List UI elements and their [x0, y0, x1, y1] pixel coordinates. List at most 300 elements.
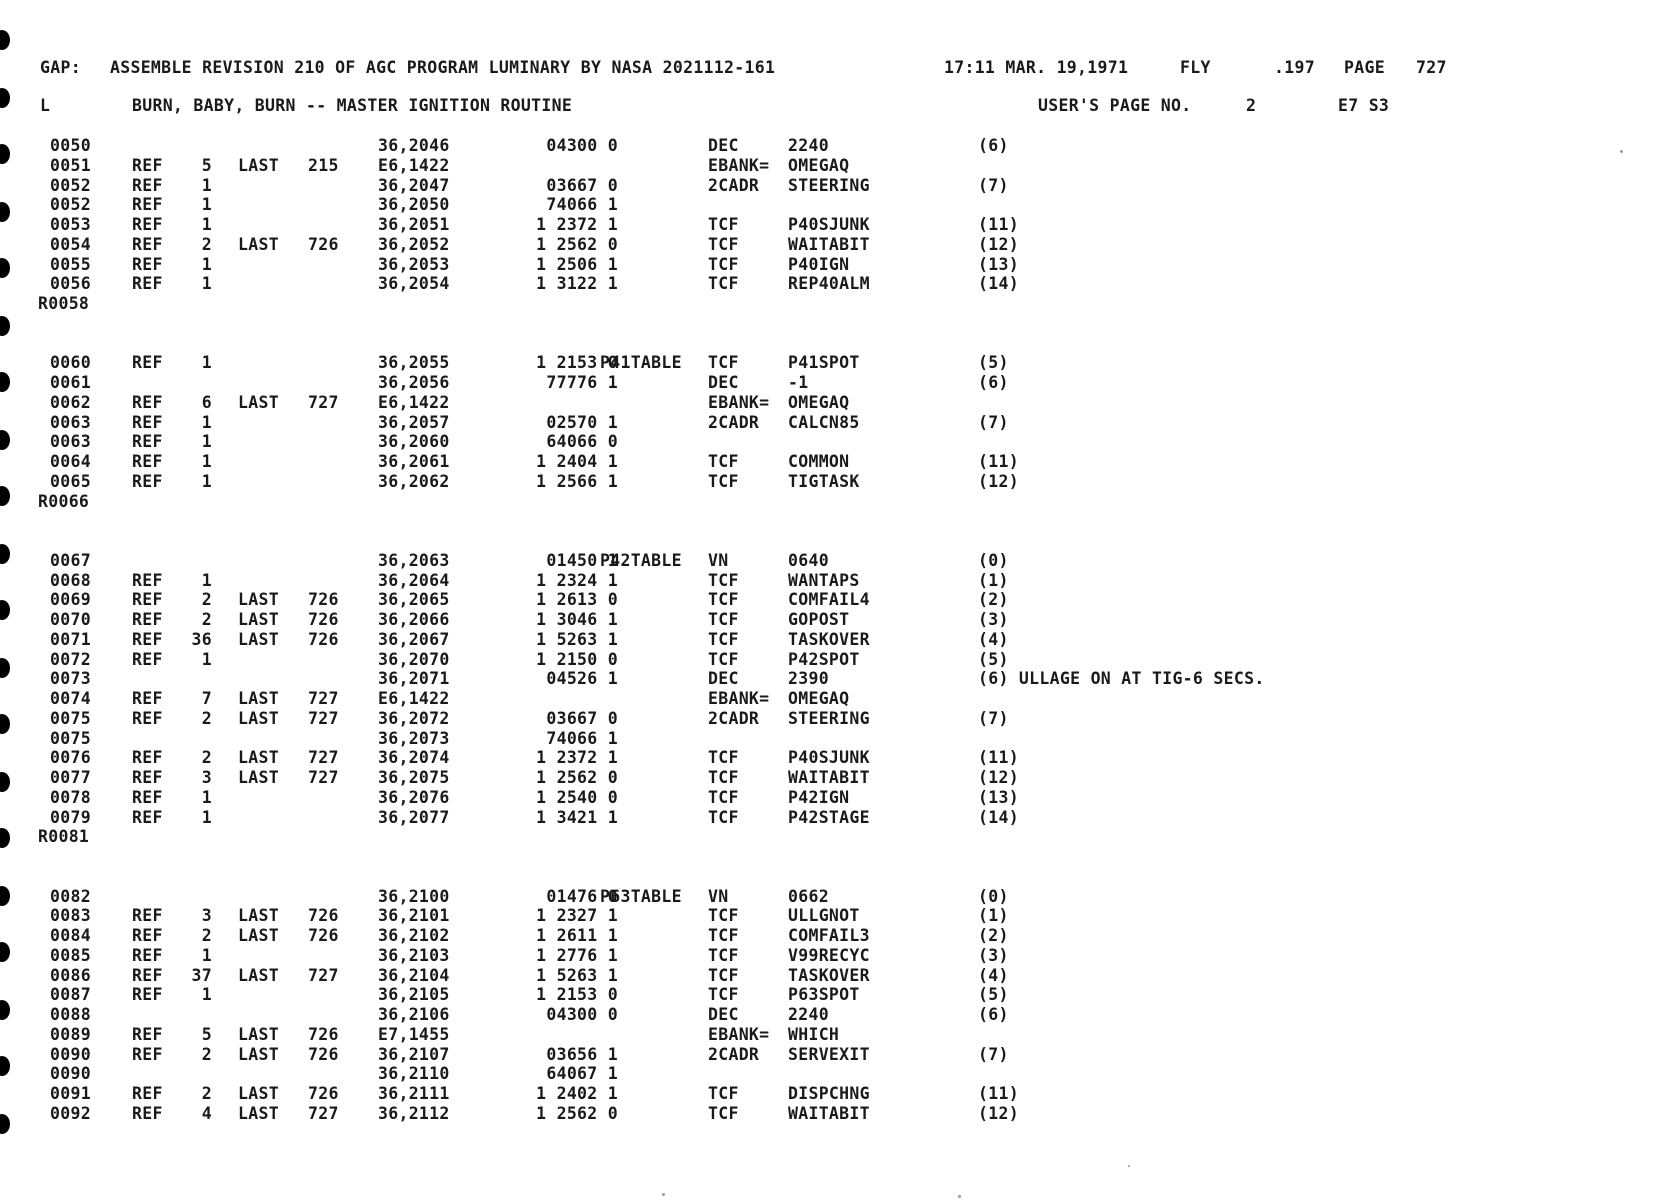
- ref-count: 1: [201, 412, 212, 432]
- ref-marker: REF: [132, 1024, 163, 1044]
- blank-line: [38, 334, 1478, 354]
- sequence-number: 0084: [50, 926, 91, 945]
- sequence-number: 0064: [50, 452, 91, 471]
- listing-line: [38, 946, 1478, 966]
- listing-line: [38, 966, 1478, 986]
- comment: (5): [978, 353, 1009, 373]
- last-page: 726: [308, 926, 339, 945]
- punch-hole: [0, 658, 10, 678]
- operand: SERVEXIT: [788, 1044, 870, 1064]
- comment: (12): [978, 234, 1019, 254]
- ref-marker: REF: [132, 353, 163, 373]
- listing-line: [38, 156, 1478, 176]
- ref-marker: REF: [132, 432, 163, 452]
- octal-code: 74066 1: [546, 195, 618, 215]
- operand: WANTAPS: [788, 570, 860, 590]
- sequence-number: 0092: [50, 1103, 91, 1123]
- ref-count: 1: [201, 353, 212, 373]
- octal-code: 1 2562 0: [536, 234, 618, 254]
- comment: (7): [978, 708, 1009, 728]
- opcode: TCF: [708, 353, 739, 373]
- operand: STEERING: [788, 175, 870, 195]
- address: 36,2047: [378, 175, 450, 195]
- opcode: TCF: [708, 274, 739, 294]
- opcode: EBANK=: [708, 155, 770, 175]
- operand: V99RECYC: [788, 945, 870, 965]
- listing-line: [38, 215, 1478, 235]
- sequence-number: 0068: [50, 570, 91, 590]
- octal-code: 1 2327 1: [536, 906, 618, 926]
- punch-hole: [0, 144, 10, 164]
- sequence-number: 0090: [50, 1064, 91, 1084]
- address: 36,2050: [378, 195, 450, 215]
- comment: (1): [978, 906, 1009, 926]
- ref-count: 1: [201, 452, 212, 471]
- sequence-number: 0060: [50, 353, 91, 373]
- operand: P42SPOT: [788, 649, 860, 669]
- user-page-label: USER'S PAGE NO.: [1038, 96, 1192, 115]
- operand: REP40ALM: [788, 274, 870, 294]
- octal-code: 1 2776 1: [536, 945, 618, 965]
- opcode: TCF: [708, 649, 739, 669]
- ref-count: 5: [201, 155, 212, 175]
- comment: (1): [978, 570, 1009, 590]
- listing-line: [38, 808, 1478, 828]
- comment: (12): [978, 471, 1019, 491]
- octal-code: 77776 1: [546, 373, 618, 392]
- comment: (11): [978, 1084, 1019, 1103]
- octal-code: 1 2402 1: [536, 1084, 618, 1103]
- opcode: 2CADR: [708, 1044, 760, 1064]
- header-prefix: GAP:: [40, 58, 81, 77]
- address: 36,2071: [378, 669, 450, 689]
- listing-line: [38, 274, 1478, 294]
- last-marker: LAST: [238, 768, 279, 787]
- ref-marker: REF: [132, 155, 163, 175]
- octal-code: 04526 1: [546, 669, 618, 689]
- ref-count: 1: [201, 254, 212, 274]
- sequence-number: 0077: [50, 768, 91, 787]
- comment: (7): [978, 412, 1009, 432]
- last-marker: LAST: [238, 1024, 279, 1044]
- address: 36,2074: [378, 748, 450, 768]
- ref-count: 1: [201, 274, 212, 294]
- ref-marker: REF: [132, 629, 163, 649]
- ref-marker: REF: [132, 708, 163, 728]
- header-title: ASSEMBLE REVISION 210 OF AGC PROGRAM LUMINARY BY NASA 2021112-161: [110, 58, 776, 77]
- operand: P63SPOT: [788, 985, 860, 1005]
- listing-line: [38, 373, 1478, 393]
- punch-hole: [0, 1056, 10, 1076]
- revision-marker-line: [38, 827, 1478, 847]
- listing-line: [38, 590, 1478, 610]
- listing-line: [38, 650, 1478, 670]
- octal-code: 1 2372 1: [536, 748, 618, 768]
- last-page: 726: [308, 590, 339, 610]
- octal-code: 03656 1: [546, 1044, 618, 1064]
- blank-line: [38, 847, 1478, 867]
- punch-hole: [0, 544, 10, 564]
- octal-code: 1 2150 0: [536, 649, 618, 669]
- opcode: TCF: [708, 215, 739, 234]
- ref-marker: REF: [132, 175, 163, 195]
- opcode: TCF: [708, 452, 739, 471]
- listing-line: [38, 1005, 1478, 1025]
- operand: GOPOST: [788, 610, 850, 629]
- address: 36,2110: [378, 1064, 450, 1084]
- listing-line: [38, 571, 1478, 591]
- listing-line: [38, 906, 1478, 926]
- operand: ULLGNOT: [788, 906, 860, 926]
- ref-count: 7: [201, 689, 212, 708]
- listing-header-line-1: [40, 58, 1540, 82]
- comment: (0): [978, 886, 1009, 906]
- comment: (7): [978, 1044, 1009, 1064]
- last-page: 726: [308, 234, 339, 254]
- blank-line: [38, 511, 1478, 531]
- address: 36,2107: [378, 1044, 450, 1064]
- sequence-number: 0052: [50, 175, 91, 195]
- opcode: DEC: [708, 1005, 739, 1024]
- operand: WAITABIT: [788, 234, 870, 254]
- punch-hole: [0, 1000, 10, 1020]
- ref-count: 2: [201, 708, 212, 728]
- opcode: TCF: [708, 471, 739, 491]
- address: 36,2067: [378, 629, 450, 649]
- ref-count: 3: [201, 906, 212, 926]
- ref-marker: REF: [132, 195, 163, 215]
- last-marker: LAST: [238, 708, 279, 728]
- ref-count: 1: [201, 787, 212, 807]
- opcode: DEC: [708, 136, 739, 155]
- sequence-number: 0071: [50, 629, 91, 649]
- opcode: TCF: [708, 926, 739, 945]
- sequence-number: 0053: [50, 215, 91, 234]
- octal-code: 1 3122 1: [536, 274, 618, 294]
- user-page-number: 2: [1246, 96, 1257, 115]
- operand: WAITABIT: [788, 1103, 870, 1123]
- blank-line: [38, 531, 1478, 551]
- sequence-number: 0075: [50, 708, 91, 728]
- ref-marker: REF: [132, 689, 163, 708]
- listing-line: [38, 176, 1478, 196]
- punch-hole: [0, 600, 10, 620]
- last-page: 726: [308, 1084, 339, 1103]
- punch-hole: [0, 202, 10, 222]
- sequence-number: 0050: [50, 136, 91, 155]
- last-page: 726: [308, 629, 339, 649]
- operand: OMEGAQ: [788, 689, 850, 708]
- listing-line: [38, 887, 1478, 907]
- last-page: 727: [308, 965, 339, 985]
- punch-hole: [0, 828, 10, 848]
- listing-line: [38, 1045, 1478, 1065]
- last-marker: LAST: [238, 155, 279, 175]
- listing-line: [38, 353, 1478, 373]
- ref-marker: REF: [132, 215, 163, 234]
- opcode: 2CADR: [708, 412, 760, 432]
- opcode: TCF: [708, 985, 739, 1005]
- revision-marker-line: [38, 492, 1478, 512]
- opcode: TCF: [708, 906, 739, 926]
- address: 36,2056: [378, 373, 450, 392]
- ref-marker: REF: [132, 274, 163, 294]
- ref-marker: REF: [132, 471, 163, 491]
- ref-marker: REF: [132, 768, 163, 787]
- punch-hole: [0, 430, 10, 450]
- ref-count: 2: [201, 590, 212, 610]
- ref-marker: REF: [132, 412, 163, 432]
- operand: 2390: [788, 669, 829, 689]
- ref-marker: REF: [132, 452, 163, 471]
- comment: (2): [978, 926, 1009, 945]
- listing-line: [38, 472, 1478, 492]
- address: 36,2055: [378, 353, 450, 373]
- last-page: 727: [308, 392, 339, 412]
- paper-speck: [958, 1195, 961, 1198]
- sequence-number: 0082: [50, 886, 91, 906]
- punch-hole: [0, 772, 10, 792]
- opcode: TCF: [708, 1084, 739, 1103]
- opcode: TCF: [708, 807, 739, 827]
- ref-count: 2: [201, 234, 212, 254]
- ref-marker: REF: [132, 254, 163, 274]
- last-marker: LAST: [238, 1103, 279, 1123]
- sequence-number: 0067: [50, 550, 91, 570]
- operand: 2240: [788, 136, 829, 155]
- last-marker: LAST: [238, 689, 279, 708]
- opcode: TCF: [708, 965, 739, 985]
- header-page-label: PAGE: [1344, 58, 1385, 77]
- last-page: 726: [308, 1024, 339, 1044]
- ref-count: 2: [201, 748, 212, 768]
- punch-hole: [0, 886, 10, 906]
- operand: COMFAIL4: [788, 590, 870, 610]
- address: 36,2102: [378, 926, 450, 945]
- address: 36,2073: [378, 728, 450, 748]
- ref-count: 2: [201, 610, 212, 629]
- operand: COMFAIL3: [788, 926, 870, 945]
- operand: P41SPOT: [788, 353, 860, 373]
- operand: 0662: [788, 886, 829, 906]
- ref-count: 36: [191, 629, 212, 649]
- address: 36,2070: [378, 649, 450, 669]
- listing-line: [38, 1025, 1478, 1045]
- address: 36,2105: [378, 985, 450, 1005]
- sequence-number: 0076: [50, 748, 91, 768]
- listing-line: [38, 926, 1478, 946]
- listing-line: [38, 1104, 1478, 1124]
- opcode: TCF: [708, 234, 739, 254]
- listing-line: [38, 1084, 1478, 1104]
- comment: (11): [978, 215, 1019, 234]
- comment: (4): [978, 629, 1009, 649]
- ref-marker: REF: [132, 610, 163, 629]
- octal-code: 1 5263 1: [536, 965, 618, 985]
- ref-count: 1: [201, 945, 212, 965]
- ref-count: 6: [201, 392, 212, 412]
- last-marker: LAST: [238, 392, 279, 412]
- address: 36,2103: [378, 945, 450, 965]
- ref-count: 1: [201, 215, 212, 234]
- octal-code: 02570 1: [546, 412, 618, 432]
- operand: OMEGAQ: [788, 392, 850, 412]
- comment: (14): [978, 274, 1019, 294]
- octal-code: 03667 0: [546, 708, 618, 728]
- operand: P40SJUNK: [788, 215, 870, 234]
- listing-line: [38, 1064, 1478, 1084]
- punch-hole: [0, 30, 10, 50]
- address: 36,2066: [378, 610, 450, 629]
- header-mode: FLY: [1180, 58, 1211, 77]
- comment: (6): [978, 1005, 1009, 1024]
- sequence-number: 0069: [50, 590, 91, 610]
- listing-line: [38, 452, 1478, 472]
- sequence-number: 0052: [50, 195, 91, 215]
- comment: (14): [978, 807, 1019, 827]
- octal-code: 74066 1: [546, 728, 618, 748]
- operand: STEERING: [788, 708, 870, 728]
- opcode: 2CADR: [708, 708, 760, 728]
- last-page: 727: [308, 708, 339, 728]
- octal-code: 04300 0: [546, 1005, 618, 1024]
- operand: CALCN85: [788, 412, 860, 432]
- ref-marker: REF: [132, 807, 163, 827]
- ref-marker: REF: [132, 1103, 163, 1123]
- octal-code: 1 3421 1: [536, 807, 618, 827]
- sequence-number: 0091: [50, 1084, 91, 1103]
- octal-code: 01476 0: [546, 886, 618, 906]
- address: 36,2065: [378, 590, 450, 610]
- opcode: TCF: [708, 570, 739, 590]
- listing-line: [38, 729, 1478, 749]
- comment: (7): [978, 175, 1009, 195]
- listing-line: [38, 136, 1478, 156]
- address: 36,2063: [378, 550, 450, 570]
- address: 36,2054: [378, 274, 450, 294]
- ref-marker: REF: [132, 590, 163, 610]
- comment: (0): [978, 550, 1009, 570]
- address: 36,2075: [378, 768, 450, 787]
- ref-count: 1: [201, 175, 212, 195]
- listing-line: [38, 393, 1478, 413]
- opcode: VN: [708, 886, 729, 906]
- listing-line: [38, 432, 1478, 452]
- last-marker: LAST: [238, 610, 279, 629]
- address: 36,2104: [378, 965, 450, 985]
- comment: (6): [978, 136, 1009, 155]
- opcode: TCF: [708, 1103, 739, 1123]
- last-marker: LAST: [238, 1084, 279, 1103]
- ref-count: 1: [201, 195, 212, 215]
- opcode: TCF: [708, 629, 739, 649]
- octal-code: 64067 1: [546, 1064, 618, 1084]
- last-page: 726: [308, 610, 339, 629]
- paper-speck: [1620, 150, 1623, 153]
- comment: (13): [978, 254, 1019, 274]
- opcode: TCF: [708, 590, 739, 610]
- sequence-number: 0072: [50, 649, 91, 669]
- operand: TASKOVER: [788, 629, 870, 649]
- ref-count: 37: [191, 965, 212, 985]
- header-timestamp: 17:11 MAR. 19,1971: [944, 58, 1129, 77]
- comment: (5): [978, 985, 1009, 1005]
- sequence-number: 0073: [50, 669, 91, 689]
- listing-line: [38, 748, 1478, 768]
- ref-count: 1: [201, 985, 212, 1005]
- ref-count: 1: [201, 807, 212, 827]
- ref-count: 2: [201, 1044, 212, 1064]
- last-page: 726: [308, 906, 339, 926]
- paper-speck: [662, 1193, 665, 1196]
- listing-line: [38, 610, 1478, 630]
- address: 36,2077: [378, 807, 450, 827]
- sequence-number: 0065: [50, 471, 91, 491]
- opcode: 2CADR: [708, 175, 760, 195]
- opcode: VN: [708, 550, 729, 570]
- sequence-number: 0088: [50, 1005, 91, 1024]
- address: 36,2112: [378, 1103, 450, 1123]
- octal-code: 1 2611 1: [536, 926, 618, 945]
- assembly-listing: [38, 136, 1478, 1124]
- ref-count: 1: [201, 471, 212, 491]
- ref-count: 1: [201, 432, 212, 452]
- blank-line: [38, 314, 1478, 334]
- octal-code: 03667 0: [546, 175, 618, 195]
- ref-count: 3: [201, 768, 212, 787]
- last-marker: LAST: [238, 965, 279, 985]
- listing-line: [38, 985, 1478, 1005]
- opcode: EBANK=: [708, 689, 770, 708]
- address: 36,2051: [378, 215, 450, 234]
- sequence-number: 0085: [50, 945, 91, 965]
- address: E6,1422: [378, 689, 450, 708]
- listing-line: [38, 551, 1478, 571]
- operand: TASKOVER: [788, 965, 870, 985]
- punch-hole: [0, 714, 10, 734]
- comment: (5): [978, 649, 1009, 669]
- ref-count: 4: [201, 1103, 212, 1123]
- operand: P40SJUNK: [788, 748, 870, 768]
- comment: (3): [978, 610, 1009, 629]
- header-prefix: L: [40, 96, 51, 115]
- address: 36,2100: [378, 886, 450, 906]
- paper-speck: [1128, 1165, 1130, 1167]
- octal-code: 01450 1: [546, 550, 618, 570]
- address: 36,2052: [378, 234, 450, 254]
- address: E7,1455: [378, 1024, 450, 1044]
- header-page-fraction: .197: [1274, 58, 1315, 77]
- sequence-number: 0061: [50, 373, 91, 392]
- operand: COMMON: [788, 452, 850, 471]
- sequence-number: 0056: [50, 274, 91, 294]
- octal-code: 1 2324 1: [536, 570, 618, 590]
- sequence-number: 0062: [50, 392, 91, 412]
- last-marker: LAST: [238, 629, 279, 649]
- last-page: 727: [308, 1103, 339, 1123]
- last-page: 726: [308, 1044, 339, 1064]
- last-marker: LAST: [238, 926, 279, 945]
- ref-count: 5: [201, 1024, 212, 1044]
- listing-line: [38, 195, 1478, 215]
- octal-code: 1 2372 1: [536, 215, 618, 234]
- comment: (6): [978, 373, 1009, 392]
- address: 36,2076: [378, 787, 450, 807]
- sequence-number: 0054: [50, 234, 91, 254]
- address: 36,2064: [378, 570, 450, 590]
- last-page: 215: [308, 155, 339, 175]
- operand: -1: [788, 373, 809, 392]
